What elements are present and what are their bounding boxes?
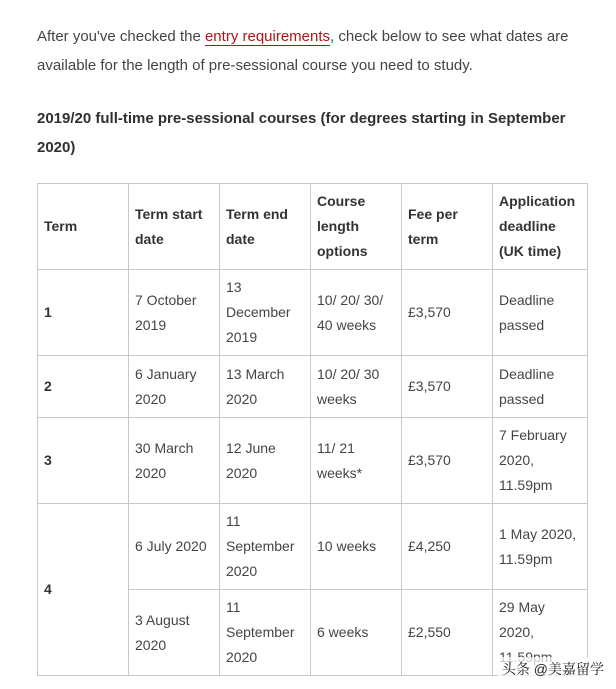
header-end-date: Term end date <box>220 184 311 270</box>
end-date-cell: 11 September 2020 <box>220 504 311 590</box>
entry-requirements-link[interactable]: entry requirements <box>204 28 331 45</box>
term-cell: 1 <box>38 270 129 356</box>
intro-text-after: , check below to see what dates are available for the length of pre-sessional course you need to study. <box>37 28 569 74</box>
start-date-cell: 30 March 2020 <box>129 418 220 504</box>
fee-cell: £3,570 <box>402 418 493 504</box>
table-row <box>38 504 588 590</box>
length-cell: 10/ 20/ 30 weeks <box>311 356 402 418</box>
header-fee: Fee per term <box>402 184 493 270</box>
table-row <box>38 356 588 418</box>
fee-cell: £3,570 <box>402 270 493 356</box>
table-row <box>38 270 588 356</box>
term-cell: 4 <box>38 504 129 676</box>
deadline-cell: 7 February 2020, 11.59pm <box>493 418 588 504</box>
start-date-cell: 3 August 2020 <box>129 590 220 676</box>
fee-cell: £4,250 <box>402 504 493 590</box>
end-date-cell: 11 September 2020 <box>220 590 311 676</box>
intro-paragraph <box>37 22 597 80</box>
header-course-length: Course length options <box>311 184 402 270</box>
length-cell: 6 weeks <box>311 590 402 676</box>
start-date-cell: 7 October 2019 <box>129 270 220 356</box>
end-date-cell: 12 June 2020 <box>220 418 311 504</box>
end-date-cell: 13 March 2020 <box>220 356 311 418</box>
header-term: Term <box>38 184 129 270</box>
deadline-cell: 1 May 2020, 11.59pm <box>493 504 588 590</box>
deadline-cell: Deadline passed <box>493 270 588 356</box>
fee-cell: £3,570 <box>402 356 493 418</box>
header-deadline: Application deadline (UK time) <box>493 184 588 270</box>
watermark: 头条 @美嘉留学 <box>498 657 608 681</box>
section-title: 2019/20 full-time pre-sessional courses (for degrees starting in September 2020) <box>37 110 566 156</box>
header-start-date: Term start date <box>129 184 220 270</box>
length-cell: 10 weeks <box>311 504 402 590</box>
start-date-cell: 6 January 2020 <box>129 356 220 418</box>
course-dates-table <box>37 183 588 676</box>
table-header-row <box>38 184 588 270</box>
deadline-cell: Deadline passed <box>493 356 588 418</box>
length-cell: 11/ 21 weeks* <box>311 418 402 504</box>
fee-cell: £2,550 <box>402 590 493 676</box>
table-row <box>38 418 588 504</box>
intro-text-before: After you've checked the <box>37 28 205 45</box>
end-date-cell: 13 December 2019 <box>220 270 311 356</box>
start-date-cell: 6 July 2020 <box>129 504 220 590</box>
deadline-cell: 29 May 2020, <box>493 590 588 676</box>
term-cell: 3 <box>38 418 129 504</box>
term-cell: 2 <box>38 356 129 418</box>
length-cell: 10/ 20/ 30/ 40 weeks <box>311 270 402 356</box>
